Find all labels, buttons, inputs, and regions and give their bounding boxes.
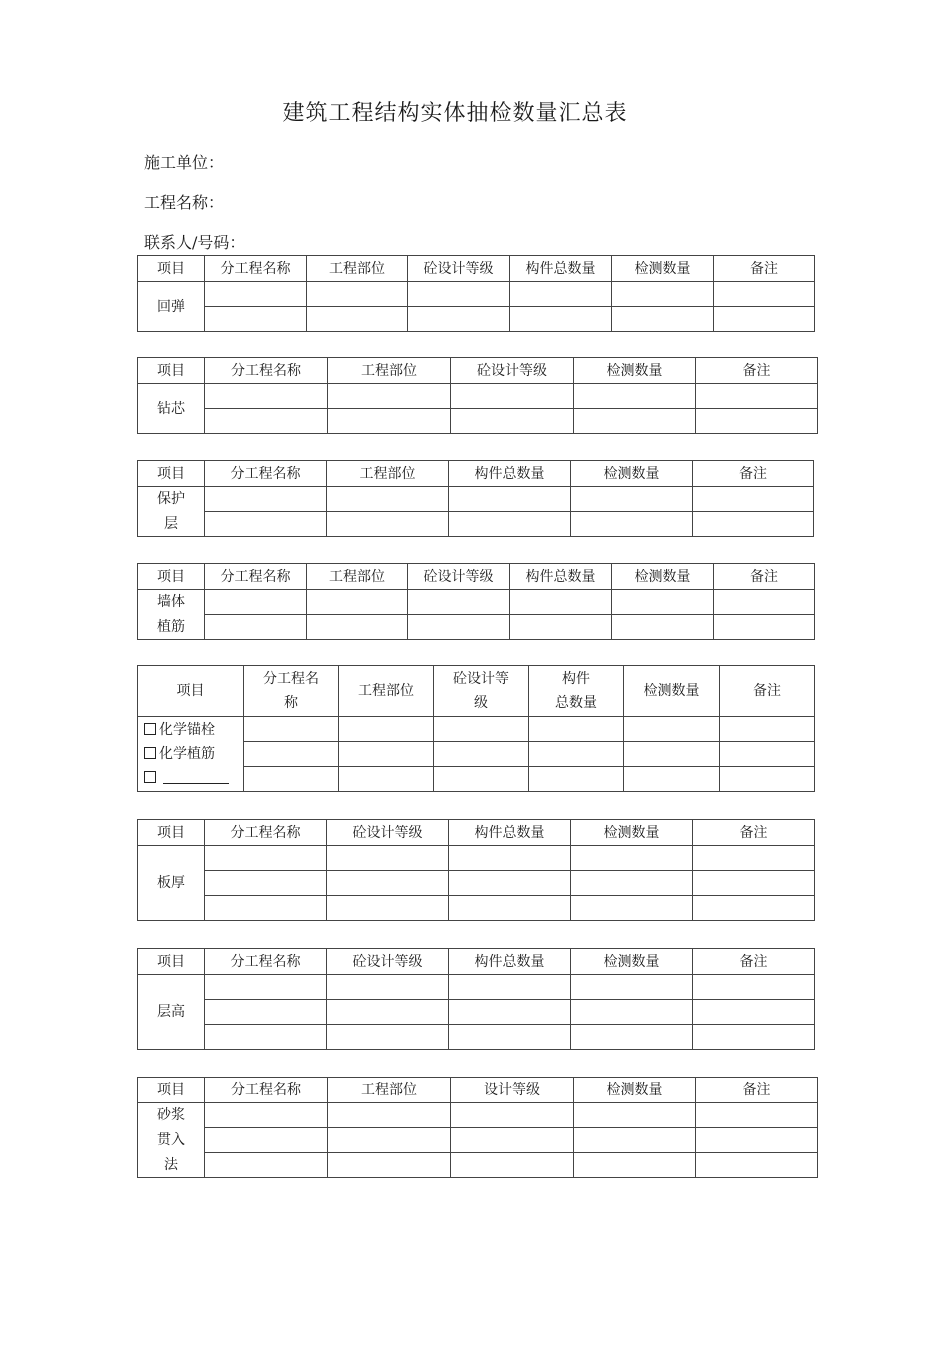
input-cell[interactable] — [571, 487, 693, 512]
input-cell[interactable] — [205, 975, 327, 1000]
input-cell[interactable] — [434, 742, 529, 767]
header-remarks: 备注 — [714, 564, 815, 590]
header-sub-project: 分工程名称 — [205, 1078, 328, 1103]
header-location: 工程部位 — [328, 358, 451, 384]
contact-label: 联系人/号码： — [144, 233, 246, 252]
header-remarks: 备注 — [714, 256, 815, 282]
input-cell[interactable] — [327, 896, 449, 921]
header-item: 项目 — [138, 564, 205, 590]
input-cell[interactable] — [205, 871, 327, 896]
input-cell[interactable] — [205, 512, 327, 537]
option-other[interactable] — [138, 766, 243, 790]
header-remarks: 备注 — [693, 949, 815, 975]
input-cell[interactable] — [434, 767, 529, 792]
header-test-quantity: 检测数量 — [624, 666, 720, 717]
wall-rebar-table — [137, 563, 815, 640]
input-cell[interactable] — [449, 1000, 571, 1025]
item-cell-line2: 植筋 — [138, 615, 205, 640]
input-cell[interactable] — [693, 896, 815, 921]
cover-table — [137, 460, 814, 537]
chemical-anchor-table — [137, 665, 815, 792]
input-cell[interactable] — [529, 742, 624, 767]
input-cell[interactable] — [612, 590, 714, 615]
header-concrete-grade: 砼设计等 级 — [434, 666, 529, 717]
input-cell[interactable] — [327, 846, 449, 871]
input-cell[interactable] — [696, 1153, 818, 1178]
input-cell[interactable] — [408, 615, 510, 640]
input-cell[interactable] — [529, 767, 624, 792]
input-cell[interactable] — [328, 1103, 451, 1128]
input-cell[interactable] — [510, 590, 612, 615]
header-test-quantity: 检测数量 — [571, 820, 693, 846]
input-cell[interactable] — [714, 590, 815, 615]
input-cell[interactable] — [696, 1128, 818, 1153]
header-design-grade: 设计等级 — [451, 1078, 574, 1103]
input-cell[interactable] — [574, 1153, 696, 1178]
input-cell[interactable] — [714, 615, 815, 640]
input-cell[interactable] — [205, 409, 328, 434]
document-title: 建筑工程结构实体抽检数量汇总表 — [282, 101, 628, 126]
input-cell[interactable] — [612, 282, 714, 307]
header-total-members: 构件 总数量 — [529, 666, 624, 717]
input-cell[interactable] — [574, 409, 696, 434]
item-cell-line1: 砂浆 — [138, 1103, 205, 1128]
input-cell[interactable] — [714, 282, 815, 307]
input-cell[interactable] — [696, 409, 818, 434]
header-test-quantity: 检测数量 — [571, 461, 693, 487]
header-item: 项目 — [138, 358, 205, 384]
header-test-quantity: 检测数量 — [574, 1078, 696, 1103]
input-cell[interactable] — [696, 1103, 818, 1128]
input-cell[interactable] — [720, 717, 815, 742]
input-cell[interactable] — [449, 896, 571, 921]
header-sub-project: 分工程名称 — [205, 564, 307, 590]
header-sub-project: 分工程名称 — [205, 256, 307, 282]
input-cell[interactable] — [328, 384, 451, 409]
input-cell[interactable] — [205, 307, 307, 332]
input-cell[interactable] — [205, 384, 328, 409]
floor-height-table — [137, 948, 815, 1050]
input-cell[interactable] — [571, 975, 693, 1000]
input-cell[interactable] — [244, 767, 339, 792]
input-cell[interactable] — [612, 615, 714, 640]
item-cell-line2: 层 — [138, 512, 205, 537]
input-cell[interactable] — [327, 512, 449, 537]
input-cell[interactable] — [451, 409, 574, 434]
header-item: 项目 — [138, 949, 205, 975]
header-remarks: 备注 — [696, 1078, 818, 1103]
input-cell[interactable] — [449, 512, 571, 537]
input-cell[interactable] — [624, 767, 720, 792]
header-location: 工程部位 — [339, 666, 434, 717]
input-cell[interactable] — [693, 512, 814, 537]
input-cell[interactable] — [451, 1128, 574, 1153]
input-cell[interactable] — [510, 307, 612, 332]
input-cell[interactable] — [624, 742, 720, 767]
header-sub-project: 分工程名称 — [205, 949, 327, 975]
input-cell[interactable] — [574, 384, 696, 409]
input-cell[interactable] — [693, 975, 815, 1000]
header-remarks: 备注 — [693, 820, 815, 846]
input-cell[interactable] — [205, 1025, 327, 1050]
input-cell[interactable] — [307, 590, 408, 615]
input-cell[interactable] — [574, 1103, 696, 1128]
header-total-members: 构件总数量 — [510, 256, 612, 282]
input-cell[interactable] — [624, 717, 720, 742]
item-cell: 板厚 — [138, 846, 205, 921]
header-location: 工程部位 — [307, 564, 408, 590]
item-cell-line3: 法 — [138, 1153, 205, 1178]
input-cell[interactable] — [449, 846, 571, 871]
header-total-members: 构件总数量 — [449, 820, 571, 846]
header-item: 项目 — [138, 256, 205, 282]
header-location: 工程部位 — [307, 256, 408, 282]
input-cell[interactable] — [339, 742, 434, 767]
header-remarks: 备注 — [693, 461, 814, 487]
input-cell[interactable] — [339, 717, 434, 742]
input-cell[interactable] — [574, 1128, 696, 1153]
option-cell — [138, 717, 244, 792]
input-cell[interactable] — [244, 717, 339, 742]
input-cell[interactable] — [571, 846, 693, 871]
input-cell[interactable] — [720, 742, 815, 767]
header-total-members: 构件总数量 — [510, 564, 612, 590]
input-cell[interactable] — [205, 487, 327, 512]
header-item: 项目 — [138, 666, 244, 717]
input-cell[interactable] — [327, 975, 449, 1000]
input-cell[interactable] — [693, 871, 815, 896]
input-cell[interactable] — [693, 1025, 815, 1050]
input-cell[interactable] — [408, 590, 510, 615]
input-cell[interactable] — [612, 307, 714, 332]
option-chemical-rebar[interactable] — [138, 742, 243, 766]
input-cell[interactable] — [205, 590, 307, 615]
input-cell[interactable] — [720, 767, 815, 792]
header-item: 项目 — [138, 461, 205, 487]
input-cell[interactable] — [408, 282, 510, 307]
input-cell[interactable] — [327, 1025, 449, 1050]
input-cell[interactable] — [328, 1153, 451, 1178]
input-cell[interactable] — [529, 717, 624, 742]
input-cell[interactable] — [328, 1128, 451, 1153]
item-cell-line1: 墙体 — [138, 590, 205, 615]
header-sub-project: 分工程名称 — [205, 820, 327, 846]
blank-line[interactable] — [163, 769, 229, 784]
input-cell[interactable] — [205, 282, 307, 307]
input-cell[interactable] — [571, 896, 693, 921]
header-sub-project: 分工程名称 — [205, 358, 328, 384]
header-item: 项目 — [138, 1078, 205, 1103]
option-label: 化学锚栓 — [159, 722, 215, 738]
header-remarks: 备注 — [696, 358, 818, 384]
header-concrete-grade: 砼设计等级 — [327, 949, 449, 975]
header-sub-project: 分工程名称 — [205, 461, 327, 487]
header-sub-project: 分工程名 称 — [244, 666, 339, 717]
header-concrete-grade: 砼设计等级 — [451, 358, 574, 384]
slab-thickness-table — [137, 819, 815, 921]
item-cell: 钻芯 — [138, 384, 205, 434]
input-cell[interactable] — [339, 767, 434, 792]
input-cell[interactable] — [449, 1025, 571, 1050]
input-cell[interactable] — [451, 1153, 574, 1178]
checkbox-icon[interactable] — [144, 771, 156, 783]
input-cell[interactable] — [327, 1000, 449, 1025]
item-cell-line1: 保护 — [138, 487, 205, 512]
header-concrete-grade: 砼设计等级 — [327, 820, 449, 846]
input-cell[interactable] — [408, 307, 510, 332]
input-cell[interactable] — [327, 871, 449, 896]
checkbox-icon[interactable] — [144, 723, 156, 735]
option-chemical-anchor[interactable] — [138, 718, 243, 742]
header-total-members: 构件总数量 — [449, 461, 571, 487]
header-location: 工程部位 — [327, 461, 449, 487]
input-cell[interactable] — [307, 282, 408, 307]
input-cell[interactable] — [434, 717, 529, 742]
input-cell[interactable] — [571, 871, 693, 896]
input-cell[interactable] — [693, 487, 814, 512]
input-cell[interactable] — [307, 615, 408, 640]
header-total-members: 构件总数量 — [449, 949, 571, 975]
input-cell[interactable] — [693, 1000, 815, 1025]
input-cell[interactable] — [205, 846, 327, 871]
input-cell[interactable] — [451, 1103, 574, 1128]
option-label: 化学植筋 — [159, 746, 215, 762]
input-cell[interactable] — [205, 1153, 328, 1178]
input-cell[interactable] — [205, 615, 307, 640]
input-cell[interactable] — [571, 1025, 693, 1050]
item-cell: 回弹 — [138, 282, 205, 332]
input-cell[interactable] — [449, 871, 571, 896]
core-table — [137, 357, 818, 434]
header-item: 项目 — [138, 820, 205, 846]
input-cell[interactable] — [449, 487, 571, 512]
input-cell[interactable] — [714, 307, 815, 332]
input-cell[interactable] — [510, 615, 612, 640]
input-cell[interactable] — [328, 409, 451, 434]
header-concrete-grade: 砼设计等级 — [408, 564, 510, 590]
mortar-penetration-table — [137, 1077, 818, 1178]
input-cell[interactable] — [449, 975, 571, 1000]
input-cell[interactable] — [205, 1128, 328, 1153]
header-concrete-grade: 砼设计等级 — [408, 256, 510, 282]
input-cell[interactable] — [571, 512, 693, 537]
item-cell-line2: 贯入 — [138, 1128, 205, 1153]
checkbox-icon[interactable] — [144, 747, 156, 759]
header-location: 工程部位 — [328, 1078, 451, 1103]
header-test-quantity: 检测数量 — [612, 564, 714, 590]
item-cell: 层高 — [138, 975, 205, 1050]
input-cell[interactable] — [307, 307, 408, 332]
input-cell[interactable] — [696, 384, 818, 409]
header-remarks: 备注 — [720, 666, 815, 717]
input-cell[interactable] — [510, 282, 612, 307]
input-cell[interactable] — [205, 896, 327, 921]
input-cell[interactable] — [693, 846, 815, 871]
input-cell[interactable] — [205, 1000, 327, 1025]
input-cell[interactable] — [205, 1103, 328, 1128]
rebound-table — [137, 255, 815, 332]
header-test-quantity: 检测数量 — [574, 358, 696, 384]
header-test-quantity: 检测数量 — [571, 949, 693, 975]
construction-unit-label: 施工单位： — [144, 153, 225, 172]
input-cell[interactable] — [451, 384, 574, 409]
input-cell[interactable] — [327, 487, 449, 512]
project-name-label: 工程名称： — [144, 193, 225, 212]
input-cell[interactable] — [571, 1000, 693, 1025]
header-test-quantity: 检测数量 — [612, 256, 714, 282]
input-cell[interactable] — [244, 742, 339, 767]
